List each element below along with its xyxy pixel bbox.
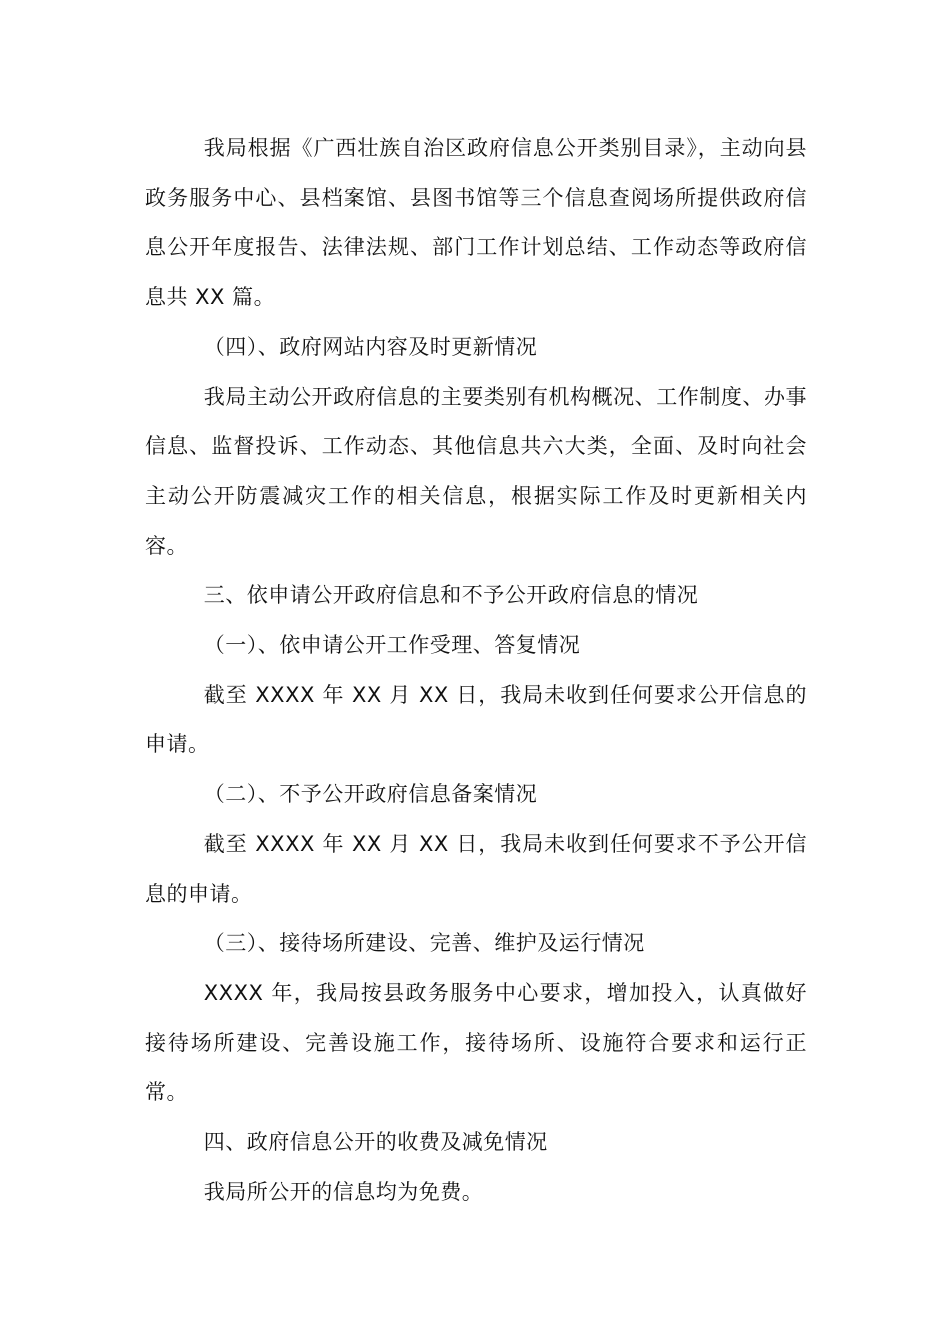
heading-application-handling: （一）、依申请公开工作受理、答复情况 (203, 633, 581, 658)
paragraph-no-non-disclosure-requests: 截至 XXXX 年 XX 月 XX 日，我局未收到任何要求不予公开信息的申请。 (145, 831, 807, 906)
heading-section-four-fees: 四、政府信息公开的收费及减免情况 (203, 1130, 548, 1155)
paragraph-website-categories: 我局主动公开政府信息的主要类别有机构概况、工作制度、办事信息、监督投诉、工作动态、其他信息共六大类，全面、及时向社会主动公开防震减灾工作的相关信息，根据实际工作及时更新相关内容。 (145, 384, 807, 558)
paragraph-no-applications: 截至 XXXX 年 XX 月 XX 日，我局未收到任何要求公开信息的申请。 (145, 682, 807, 757)
heading-reception-venue: （三）、接待场所建设、完善、维护及运行情况 (203, 931, 645, 956)
paragraph-free-information: 我局所公开的信息均为免费。 (203, 1179, 484, 1204)
paragraph-reception-venue: XXXX 年，我局按县政务服务中心要求，增加投入，认真做好接待场所建设、完善设施工作，接待场所、设施符合要求和运行正常。 (145, 980, 807, 1105)
heading-section-three: 三、依申请公开政府信息和不予公开政府信息的情况 (203, 583, 699, 608)
heading-website-update: （四）、政府网站内容及时更新情况 (203, 334, 538, 359)
paragraph-reading-venues: 我局根据《广西壮族自治区政府信息公开类别目录》，主动向县政务服务中心、县档案馆、县图书馆等三个信息查阅场所提供政府信息公开年度报告、法律法规、部门工作计划总结、工作动态等政府信息共 XX 篇。 (145, 136, 807, 310)
document-body (145, 124, 807, 1217)
heading-non-disclosure-filing: （二）、不予公开政府信息备案情况 (203, 782, 538, 807)
